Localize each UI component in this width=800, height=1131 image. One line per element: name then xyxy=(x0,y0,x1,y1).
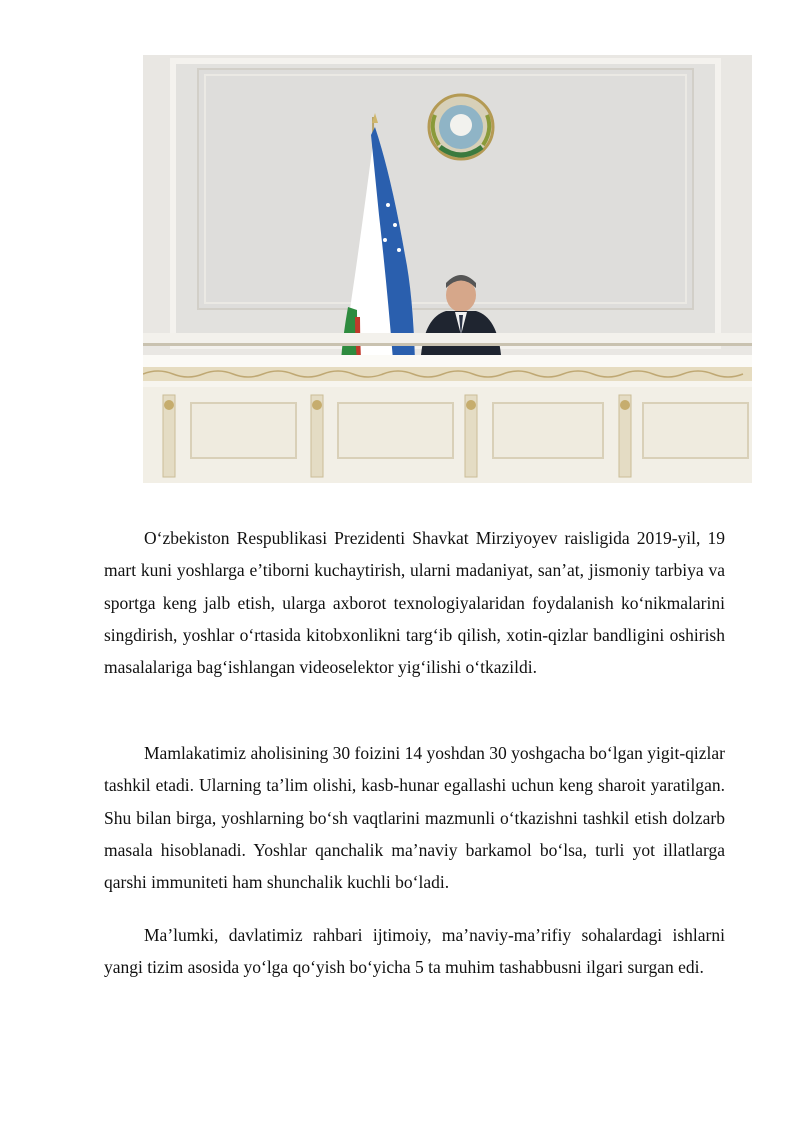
paragraph-1: O‘zbekiston Respublikasi Prezidenti Shavkat Mirziyoyev raisligida 2019-yil, 19 mart kuni yoshlarga e’tiborni kuchaytirish, ularni madaniyat, san’at, jismoniy tarbiya va sportga keng jalb etish, ularga axborot texnologiyalaridan foydalanish ko‘nikmalarini singdirish, yoshlar o‘rtasida kitobxonlikni targ‘ib qilish, xotin-qizlar bandligini oshirish masalalariga bag‘ishlangan videoselektor yig‘ilishi o‘tkazildi. xyxy=(104,528,725,678)
state-emblem-icon xyxy=(429,95,493,159)
meeting-photo xyxy=(143,55,752,483)
paragraph-2: Mamlakatimiz aholisining 30 foizini 14 yoshdan 30 yoshgacha bo‘lgan yigit-qizlar tashkil etadi. Ularning ta’lim olishi, kasb-hunar egallashi uchun keng sharoit yaratilgan. Shu bilan birga, yoshlarning bo‘sh vaqtlarini mazmunli o‘tkazishni tashkil etish dolzarb masala hisoblanadi. Yoshlar qanchalik ma’naviy barkamol bo‘lsa, turli yot illatlarga qarshi immuniteti ham shunchalik kuchli bo‘ladi. xyxy=(104,743,725,893)
paragraph-3: Ma’lumki, davlatimiz rahbari ijtimoiy, ma’naviy-ma’rifiy sohalardagi ishlarni yangi tizim asosida yo‘lga qo‘yish bo‘yicha 5 ta muhim tashabbusni ilgari surgan edi. xyxy=(104,925,725,978)
